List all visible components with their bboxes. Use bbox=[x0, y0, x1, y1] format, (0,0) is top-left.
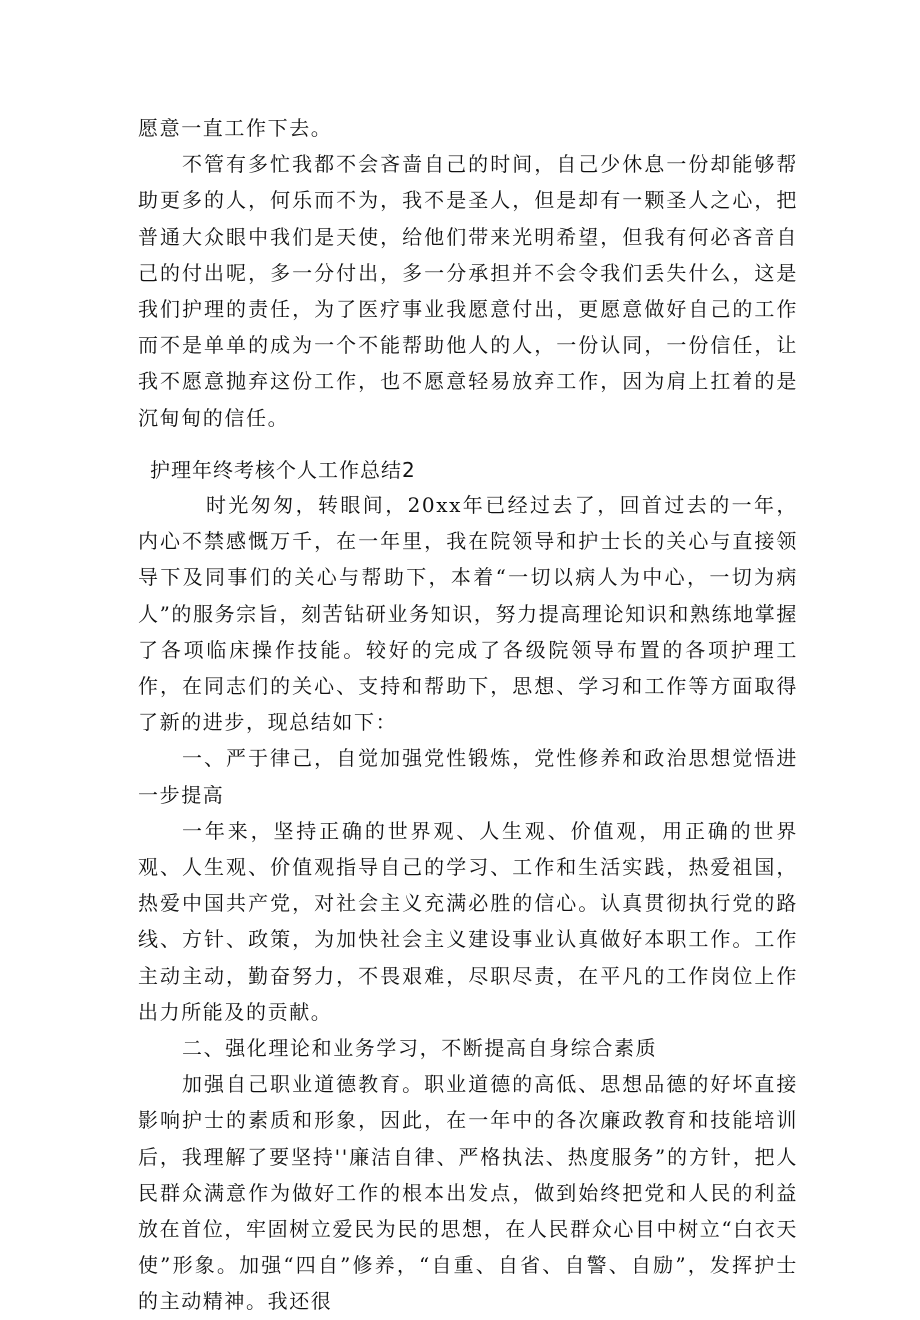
heading-self-discipline: 一、严于律己，自觉加强党性锻炼，党性修养和政治思想觉悟进一步提高 bbox=[138, 746, 798, 807]
intro-paragraph: 时光匆匆，转眼间，20xx年已经过去了，回首过去的一年，内心不禁感慨万千，在一年里，我在院领导和护士长的关心与直接领导下及同事们的关心与帮助下，本着“一切以病人为中心，一切为病人”的服务宗旨，刻苦钻研业务知识，努力提高理论知识和熟练地掌握了各项临床操作技能。较好的完成了各级院领导布置的各项护理工作，在同志们的关心、支持和帮助下，思想、学习和工作等方面取得了新的进步，现总结如下： bbox=[138, 493, 798, 735]
top-section bbox=[138, 110, 798, 436]
continued-paragraph: 愿意一直工作下去。 bbox=[138, 116, 333, 140]
paragraph-worldview: 一年来，坚持正确的世界观、人生观、价值观，用正确的世界观、人生观、价值观指导自己的学习、工作和生活实践，热爱祖国，热爱中国共产党，对社会主义充满必胜的信心。认真贯彻执行党的路线、方针、政策，为加快社会主义建设事业认真做好本职工作。工作主动主动，勤奋努力，不畏艰难，尽职尽责，在平凡的工作岗位上作出力所能及的贡献。 bbox=[138, 818, 798, 1024]
section-title: 护理年终考核个人工作总结2 bbox=[150, 458, 416, 482]
heading-study: 二、强化理论和业务学习，不断提高自身综合素质 bbox=[182, 1036, 658, 1061]
paragraph-dedication: 不管有多忙我都不会吝啬自己的时间，自己少休息一份却能够帮助更多的人，何乐而不为，我不是圣人，但是却有一颗圣人之心，把普通大众眼中我们是天使，给他们带来光明希望，但我有何必吝音自己的付出呢，多一分付出，多一分承担并不会令我们丢失什么，这是我们护理的责任，为了医疗事业我愿意付出，更愿意做好自己的工作而不是单单的成为一个不能帮助他人的人，一份认同，一份信任，让我不愿意抛弃这份工作，也不愿意轻易放弃工作，因为肩上扛着的是沉甸甸的信任。 bbox=[138, 152, 798, 430]
summary-body bbox=[138, 487, 798, 1320]
paragraph-ethics: 加强自己职业道德教育。职业道德的高低、思想品德的好坏直接影响护士的素质和形象，因此，在一年中的各次廉政教育和技能培训后，我理解了要坚持''廉洁自律、严格执法、热度服务”的方针，把人民群众满意作为做好工作的根本出发点，做到始终把党和人民的利益放在首位，牢固树立爱民为民的思想，在人民群众心目中树立“白衣天使”形象。加强“四自”修养，“自重、自省、自警、自励”，发挥护士的主动精神。我还很 bbox=[138, 1072, 798, 1314]
